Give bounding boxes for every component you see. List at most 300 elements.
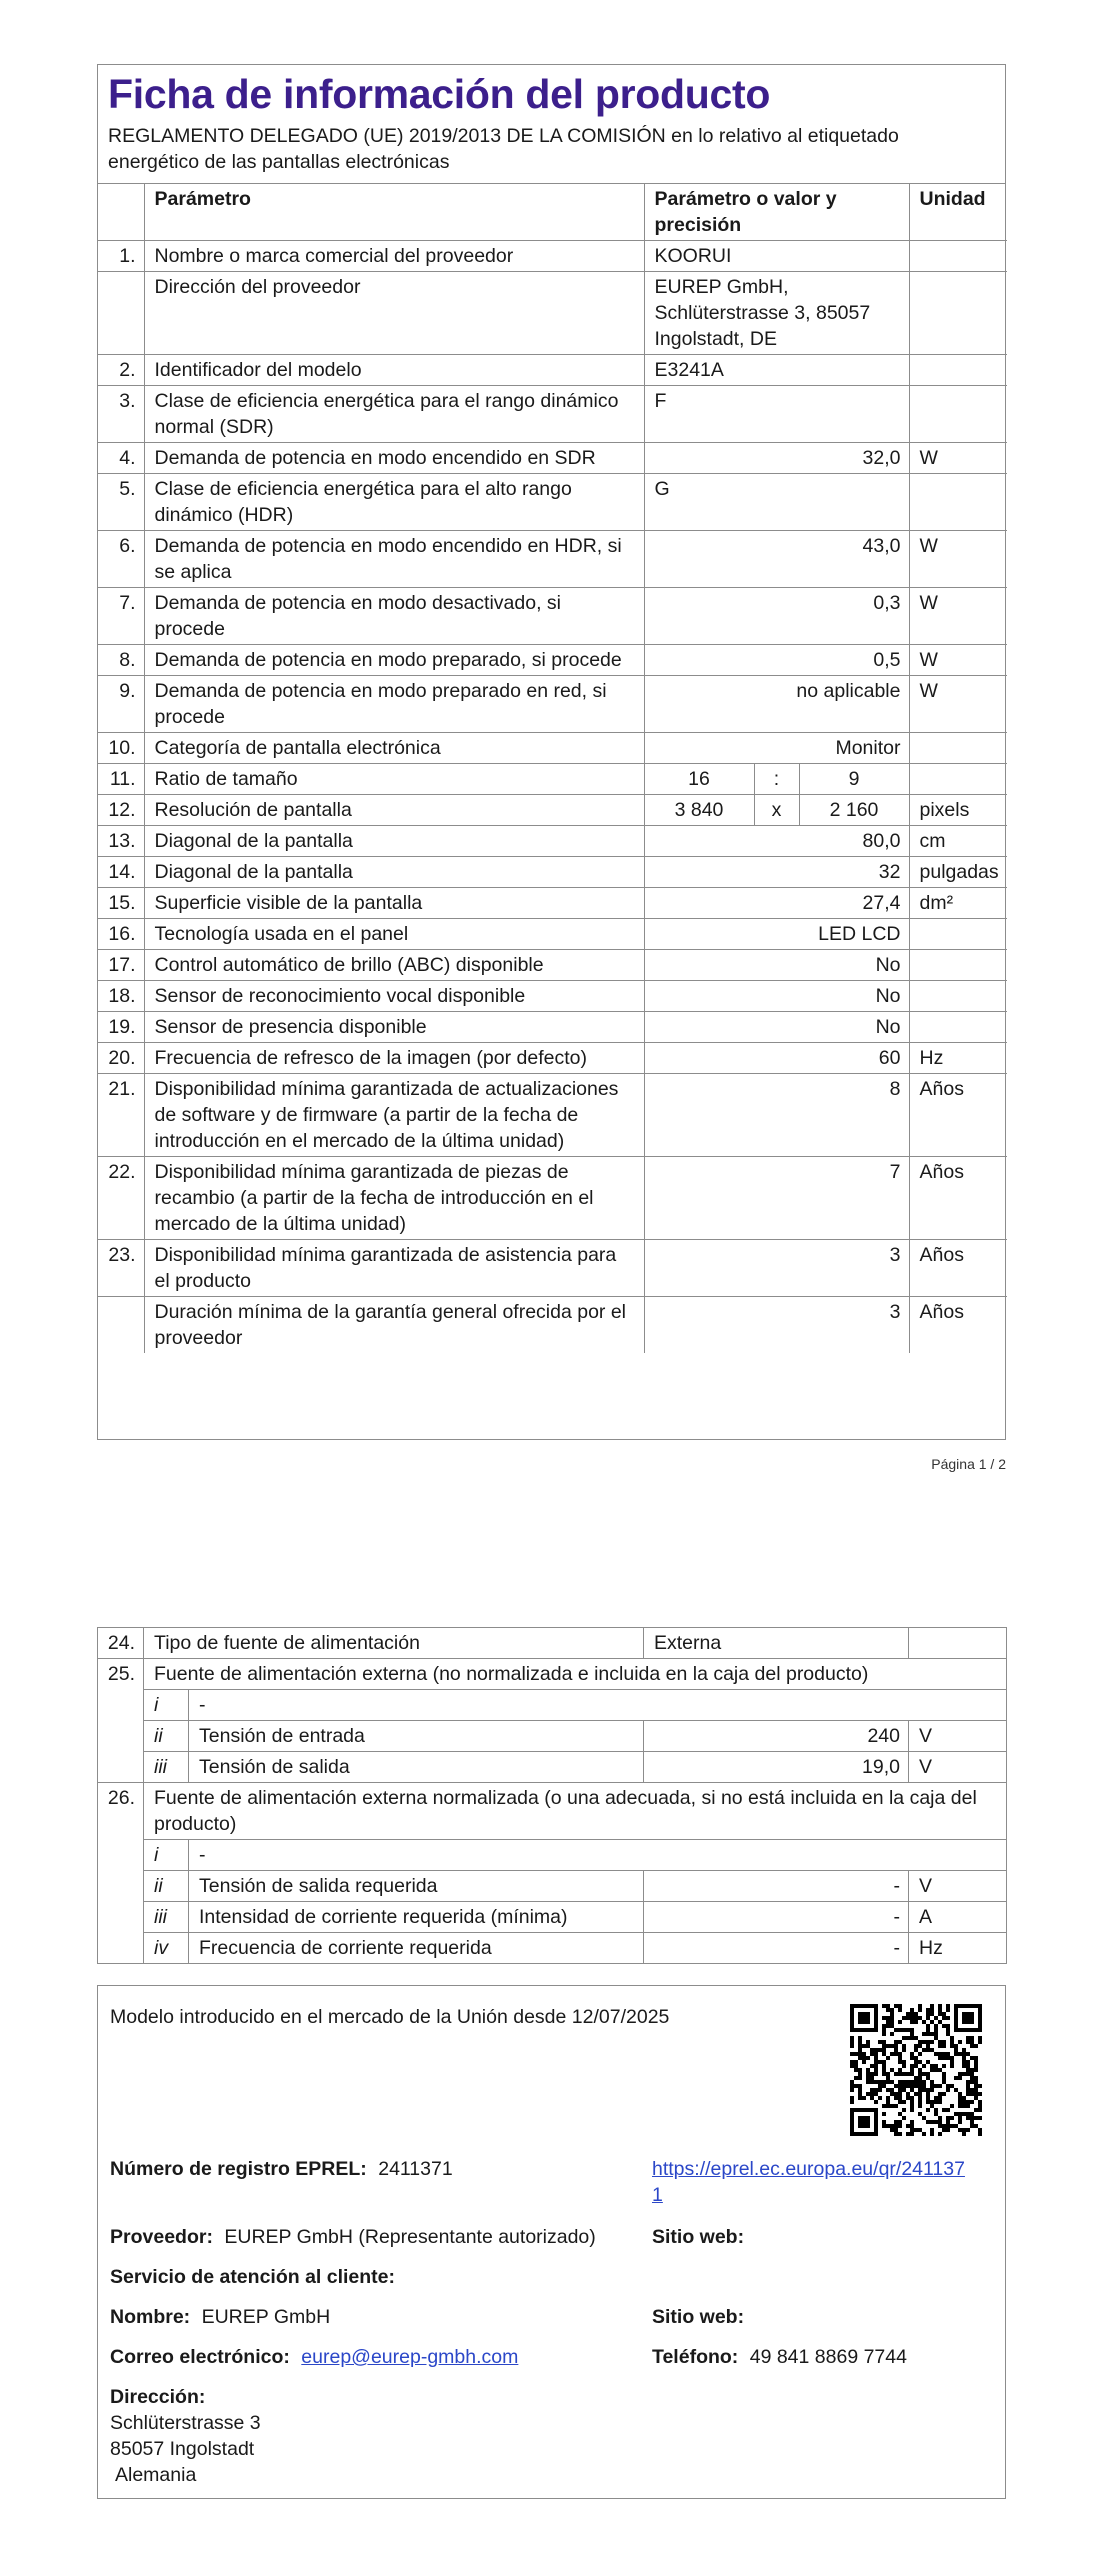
row-unit xyxy=(909,474,1007,531)
qr-module xyxy=(962,2064,966,2068)
qr-module xyxy=(910,2108,914,2112)
qr-module xyxy=(974,2076,978,2080)
header-value: Parámetro o valor y precisión xyxy=(644,184,909,241)
qr-module xyxy=(898,2120,902,2124)
table-row xyxy=(98,645,1007,676)
qr-module xyxy=(946,2024,950,2028)
qr-module xyxy=(946,2084,950,2088)
power-supply-section xyxy=(97,1627,1006,1964)
qr-module xyxy=(910,2068,914,2072)
qr-module xyxy=(870,2052,874,2056)
sub-index: iv xyxy=(144,1933,189,1964)
sub-parameter: Frecuencia de corriente requerida xyxy=(189,1933,644,1964)
qr-module xyxy=(910,2012,914,2016)
qr-module xyxy=(966,2060,970,2064)
qr-module xyxy=(974,2096,978,2100)
qr-module xyxy=(850,2044,854,2048)
qr-module xyxy=(890,2092,894,2096)
qr-module xyxy=(910,2020,914,2024)
qr-module xyxy=(910,2072,914,2076)
qr-module xyxy=(906,2028,910,2032)
qr-module xyxy=(910,2120,914,2124)
qr-module xyxy=(886,2076,890,2080)
qr-module xyxy=(882,2084,886,2088)
qr-module xyxy=(882,2032,886,2036)
table-row xyxy=(98,1902,1007,1933)
qr-module xyxy=(878,2084,882,2088)
qr-module xyxy=(882,2024,886,2028)
qr-module xyxy=(950,2040,954,2044)
qr-module xyxy=(886,2056,890,2060)
qr-module xyxy=(910,2052,914,2056)
qr-module xyxy=(878,2088,882,2092)
qr-module xyxy=(882,2040,886,2044)
qr-module xyxy=(858,2088,862,2092)
row-parameter: Resolución de pantalla xyxy=(144,795,644,826)
qr-module xyxy=(950,2044,954,2048)
parameters-table xyxy=(98,184,1007,1353)
qr-module xyxy=(946,2056,950,2060)
qr-module xyxy=(878,2096,882,2100)
row-value: F xyxy=(644,386,909,443)
qr-module xyxy=(914,2084,918,2088)
qr-module xyxy=(886,2008,890,2012)
row-number: 17. xyxy=(98,950,144,981)
qr-module xyxy=(954,2044,958,2048)
header-param: Parámetro xyxy=(144,184,644,241)
row-parameter: Clase de eficiencia energética para el rango dinámico normal (SDR) xyxy=(144,386,644,443)
qr-module xyxy=(970,2044,974,2048)
qr-module xyxy=(918,2060,922,2064)
sub-unit: V xyxy=(909,1752,1007,1783)
qr-module xyxy=(974,2060,978,2064)
qr-module xyxy=(966,2072,970,2076)
qr-module xyxy=(970,2080,974,2084)
qr-module xyxy=(966,2116,970,2120)
qr-module xyxy=(950,2116,954,2120)
eprel-link[interactable]: https://eprel.ec.europa.eu/qr/2411371 xyxy=(652,2158,965,2206)
qr-module xyxy=(918,2096,922,2100)
qr-module xyxy=(954,2052,958,2056)
qr-module xyxy=(974,2084,978,2088)
qr-module xyxy=(958,2096,962,2100)
email-row: Correo electrónico: eurep@eurep-gmbh.com xyxy=(110,2346,519,2368)
row-unit: pulgadas xyxy=(909,857,1007,888)
address-line: Alemania xyxy=(115,2464,197,2486)
qr-module xyxy=(978,2108,982,2112)
name-row: Nombre: EUREP GmbH xyxy=(110,2306,331,2328)
qr-module xyxy=(938,2004,942,2008)
table-row xyxy=(98,272,1007,355)
table-row xyxy=(98,795,1007,826)
qr-module xyxy=(914,2056,918,2060)
qr-module xyxy=(938,2044,942,2048)
qr-module xyxy=(910,2100,914,2104)
qr-module xyxy=(850,2080,854,2084)
row-value: No xyxy=(644,1012,909,1043)
email-link[interactable]: eurep@eurep-gmbh.com xyxy=(301,2346,519,2368)
qr-module xyxy=(978,2104,982,2108)
qr-module xyxy=(942,2072,946,2076)
qr-finder xyxy=(858,2012,870,2024)
qr-module xyxy=(898,2052,902,2056)
sub-parameter: Tensión de salida requerida xyxy=(189,1871,644,1902)
website-label: Sitio web: xyxy=(652,2226,745,2248)
row-unit: W xyxy=(909,676,1007,733)
qr-module xyxy=(874,2064,878,2068)
row-unit: Años xyxy=(909,1157,1007,1240)
qr-module xyxy=(950,2064,954,2068)
row-number: 25. xyxy=(98,1659,144,1783)
row-parameter: Control automático de brillo (ABC) disponible xyxy=(144,950,644,981)
qr-module xyxy=(962,2056,966,2060)
page-title: Ficha de información del producto xyxy=(108,71,771,117)
row-number: 24. xyxy=(98,1628,144,1659)
qr-module xyxy=(926,2024,930,2028)
qr-module xyxy=(886,2080,890,2084)
table-row xyxy=(98,1012,1007,1043)
row-number: 2. xyxy=(98,355,144,386)
qr-module xyxy=(874,2056,878,2060)
qr-module xyxy=(894,2048,898,2052)
qr-module xyxy=(894,2104,898,2108)
row-value: 8 xyxy=(644,1074,909,1157)
qr-module xyxy=(870,2092,874,2096)
row-value-a: 3 840 xyxy=(644,795,754,826)
qr-module xyxy=(926,2016,930,2020)
qr-module xyxy=(958,2116,962,2120)
qr-module xyxy=(894,2120,898,2124)
sub-index: i xyxy=(144,1690,189,1721)
qr-module xyxy=(970,2120,974,2124)
row-parameter: Superficie visible de la pantalla xyxy=(144,888,644,919)
table-row xyxy=(98,1628,1007,1659)
row-parameter: Disponibilidad mínima garantizada de piezas de recambio (a partir de la fecha de introducción en el mercado de la última unidad) xyxy=(144,1157,644,1240)
qr-module xyxy=(850,2096,854,2100)
row-parameter: Clase de eficiencia energética para el alto rango dinámico (HDR) xyxy=(144,474,644,531)
qr-module xyxy=(966,2080,970,2084)
table-row xyxy=(98,588,1007,645)
qr-module xyxy=(922,2132,926,2136)
qr-module xyxy=(934,2028,938,2032)
qr-module xyxy=(894,2004,898,2008)
qr-module xyxy=(918,2092,922,2096)
qr-module xyxy=(966,2084,970,2088)
qr-module xyxy=(902,2036,906,2040)
qr-module xyxy=(862,2056,866,2060)
qr-module xyxy=(938,2052,942,2056)
qr-module xyxy=(974,2108,978,2112)
qr-module xyxy=(950,2084,954,2088)
qr-module xyxy=(850,2060,854,2064)
qr-module xyxy=(978,2036,982,2040)
qr-module xyxy=(926,2076,930,2080)
qr-module xyxy=(914,2064,918,2068)
row-parameter: Sensor de reconocimiento vocal disponible xyxy=(144,981,644,1012)
row-value: 3 xyxy=(644,1297,909,1354)
sub-index: iii xyxy=(144,1902,189,1933)
qr-module xyxy=(970,2036,974,2040)
qr-module xyxy=(970,2116,974,2120)
qr-module xyxy=(850,2064,854,2068)
qr-module xyxy=(926,2032,930,2036)
sub-parameter: Tensión de salida xyxy=(189,1752,644,1783)
row-number: 13. xyxy=(98,826,144,857)
row-number: 7. xyxy=(98,588,144,645)
qr-module xyxy=(974,2044,978,2048)
qr-module xyxy=(910,2080,914,2084)
qr-module xyxy=(934,2036,938,2040)
qr-module xyxy=(906,2072,910,2076)
row-unit: Años xyxy=(909,1074,1007,1157)
row-number: 26. xyxy=(98,1783,144,1964)
qr-module xyxy=(966,2092,970,2096)
table-row xyxy=(98,1752,1007,1783)
qr-module xyxy=(946,2016,950,2020)
qr-module xyxy=(906,2012,910,2016)
qr-module xyxy=(958,2040,962,2044)
table-row xyxy=(98,1721,1007,1752)
qr-module xyxy=(910,2128,914,2132)
qr-module xyxy=(882,2028,886,2032)
qr-module xyxy=(946,2120,950,2124)
qr-module xyxy=(858,2072,862,2076)
table-row xyxy=(98,1240,1007,1297)
qr-module xyxy=(878,2060,882,2064)
qr-module xyxy=(926,2012,930,2016)
qr-module xyxy=(874,2092,878,2096)
qr-module xyxy=(898,2092,902,2096)
row-value: No xyxy=(644,981,909,1012)
qr-module xyxy=(898,2124,902,2128)
qr-module xyxy=(930,2040,934,2044)
qr-module xyxy=(930,2120,934,2124)
qr-module xyxy=(918,2084,922,2088)
qr-module xyxy=(894,2028,898,2032)
row-parameter: Fuente de alimentación externa normalizada (o una adecuada, si no está incluida en la caja del producto) xyxy=(144,1783,1007,1840)
qr-module xyxy=(890,2008,894,2012)
qr-module xyxy=(946,2108,950,2112)
qr-module xyxy=(894,2132,898,2136)
qr-module xyxy=(922,2040,926,2044)
qr-module xyxy=(938,2040,942,2044)
qr-module xyxy=(970,2092,974,2096)
qr-module xyxy=(970,2100,974,2104)
row-number: 16. xyxy=(98,919,144,950)
qr-module xyxy=(858,2048,862,2052)
qr-module xyxy=(930,2008,934,2012)
qr-module xyxy=(918,2040,922,2044)
table-row xyxy=(98,950,1007,981)
table-row xyxy=(98,474,1007,531)
table-row xyxy=(98,355,1007,386)
table-row xyxy=(98,981,1007,1012)
qr-module xyxy=(918,2100,922,2104)
sub-parameter: - xyxy=(189,1840,1007,1871)
qr-code-icon[interactable] xyxy=(850,2004,982,2136)
qr-module xyxy=(974,2056,978,2060)
address-block: Dirección: Schlüterstrasse 3 85057 Ingolstadt Alemania xyxy=(110,2386,261,2486)
qr-module xyxy=(926,2092,930,2096)
qr-module xyxy=(942,2128,946,2132)
qr-module xyxy=(922,2116,926,2120)
row-number: 11. xyxy=(98,764,144,795)
row-parameter: Identificador del modelo xyxy=(144,355,644,386)
qr-module xyxy=(942,2076,946,2080)
qr-module xyxy=(962,2100,966,2104)
qr-module xyxy=(886,2044,890,2048)
row-unit: W xyxy=(909,588,1007,645)
row-number: 5. xyxy=(98,474,144,531)
qr-module xyxy=(882,2064,886,2068)
qr-module xyxy=(910,2088,914,2092)
qr-module xyxy=(958,2076,962,2080)
qr-module xyxy=(974,2080,978,2084)
qr-module xyxy=(894,2052,898,2056)
qr-module xyxy=(930,2132,934,2136)
qr-module xyxy=(882,2072,886,2076)
sub-unit: V xyxy=(909,1721,1007,1752)
qr-module xyxy=(930,2088,934,2092)
row-number: 15. xyxy=(98,888,144,919)
qr-module xyxy=(906,2036,910,2040)
qr-module xyxy=(902,2064,906,2068)
qr-module xyxy=(942,2052,946,2056)
qr-module xyxy=(938,2124,942,2128)
row-number: 3. xyxy=(98,386,144,443)
row-value: 0,5 xyxy=(644,645,909,676)
qr-module xyxy=(878,2040,882,2044)
qr-module xyxy=(910,2132,914,2136)
row-value: LED LCD xyxy=(644,919,909,950)
qr-module xyxy=(886,2088,890,2092)
qr-module xyxy=(922,2072,926,2076)
qr-module xyxy=(950,2104,954,2108)
qr-module xyxy=(898,2096,902,2100)
qr-module xyxy=(938,2068,942,2072)
qr-module xyxy=(958,2120,962,2124)
row-parameter: Nombre o marca comercial del proveedor xyxy=(144,241,644,272)
qr-module xyxy=(874,2080,878,2084)
qr-module xyxy=(882,2112,886,2116)
qr-module xyxy=(902,2072,906,2076)
qr-module xyxy=(894,2092,898,2096)
qr-module xyxy=(858,2068,862,2072)
qr-module xyxy=(918,2008,922,2012)
qr-module xyxy=(898,2084,902,2088)
qr-module xyxy=(918,2128,922,2132)
row-parameter: Tipo de fuente de alimentación xyxy=(144,1628,644,1659)
qr-module xyxy=(870,2072,874,2076)
qr-module xyxy=(914,2048,918,2052)
row-value: No xyxy=(644,950,909,981)
qr-module xyxy=(886,2100,890,2104)
qr-module xyxy=(938,2116,942,2120)
qr-module xyxy=(902,2088,906,2092)
qr-module xyxy=(898,2020,902,2024)
sub-value: - xyxy=(644,1871,909,1902)
qr-module xyxy=(874,2088,878,2092)
qr-module xyxy=(918,2076,922,2080)
sub-unit: Hz xyxy=(909,1933,1007,1964)
qr-module xyxy=(866,2040,870,2044)
row-parameter: Demanda de potencia en modo encendido en HDR, si se aplica xyxy=(144,531,644,588)
address-line: 85057 Ingolstadt xyxy=(110,2438,255,2460)
qr-module xyxy=(934,2112,938,2116)
qr-module xyxy=(906,2092,910,2096)
qr-module xyxy=(926,2120,930,2124)
row-value: 3 xyxy=(644,1240,909,1297)
qr-module xyxy=(930,2068,934,2072)
qr-module xyxy=(914,2128,918,2132)
qr-module xyxy=(958,2112,962,2116)
row-unit xyxy=(909,1628,1007,1659)
qr-module xyxy=(974,2116,978,2120)
table-row xyxy=(98,1840,1007,1871)
qr-module xyxy=(970,2056,974,2060)
row-value: KOORUI xyxy=(644,241,909,272)
table-row xyxy=(98,676,1007,733)
row-unit xyxy=(909,764,1007,795)
qr-module xyxy=(850,2084,854,2088)
qr-module xyxy=(866,2044,870,2048)
qr-module xyxy=(894,2128,898,2132)
table-row xyxy=(98,1074,1007,1157)
row-number: 20. xyxy=(98,1043,144,1074)
qr-module xyxy=(966,2064,970,2068)
qr-module xyxy=(966,2104,970,2108)
row-parameter: Diagonal de la pantalla xyxy=(144,857,644,888)
qr-module xyxy=(894,2124,898,2128)
qr-module xyxy=(890,2080,894,2084)
qr-module xyxy=(922,2084,926,2088)
row-parameter: Diagonal de la pantalla xyxy=(144,826,644,857)
row-parameter: Demanda de potencia en modo desactivado, si procede xyxy=(144,588,644,645)
row-unit xyxy=(909,355,1007,386)
row-value: 32 xyxy=(644,857,909,888)
row-parameter: Disponibilidad mínima garantizada de actualizaciones de software y de firmware (a partir de la fecha de introducción en el mercado de la última unidad) xyxy=(144,1074,644,1157)
table-header-row xyxy=(98,184,1007,241)
qr-module xyxy=(874,2048,878,2052)
qr-module xyxy=(894,2084,898,2088)
qr-module xyxy=(910,2096,914,2100)
qr-module xyxy=(974,2088,978,2092)
row-unit xyxy=(909,241,1007,272)
qr-module xyxy=(966,2052,970,2056)
qr-module xyxy=(866,2092,870,2096)
qr-module xyxy=(934,2016,938,2020)
qr-module xyxy=(966,2128,970,2132)
qr-module xyxy=(946,2116,950,2120)
row-parameter: Demanda de potencia en modo preparado en red, si procede xyxy=(144,676,644,733)
qr-module xyxy=(854,2064,858,2068)
qr-module xyxy=(962,2128,966,2132)
row-unit xyxy=(909,950,1007,981)
qr-module xyxy=(966,2068,970,2072)
row-number: 18. xyxy=(98,981,144,1012)
qr-module xyxy=(918,2080,922,2084)
qr-module xyxy=(898,2132,902,2136)
qr-module xyxy=(914,2076,918,2080)
qr-module xyxy=(974,2068,978,2072)
row-number: 21. xyxy=(98,1074,144,1157)
qr-module xyxy=(854,2068,858,2072)
row-number: 6. xyxy=(98,531,144,588)
qr-module xyxy=(918,2068,922,2072)
qr-module xyxy=(930,2012,934,2016)
qr-module xyxy=(906,2096,910,2100)
qr-module xyxy=(894,2044,898,2048)
